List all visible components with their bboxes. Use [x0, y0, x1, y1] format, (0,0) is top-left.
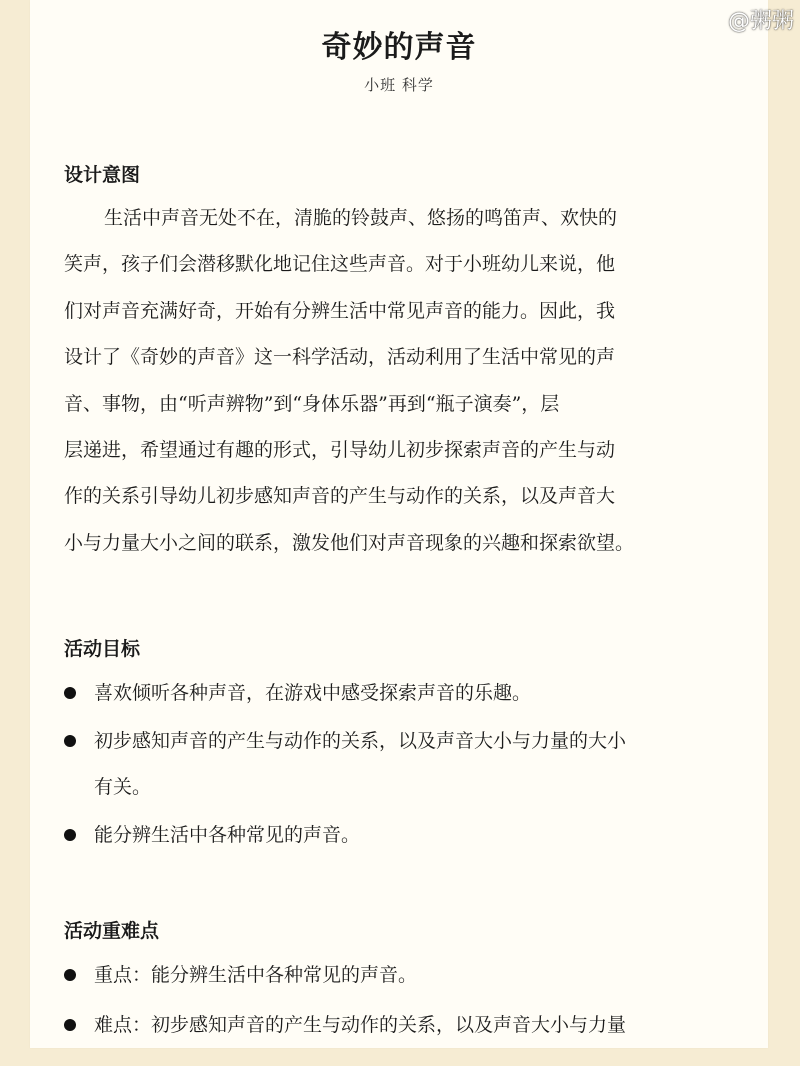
key-points-list — [64, 952, 764, 1048]
watermark-text: @粥粥 — [727, 9, 794, 34]
list-item-text: 难点：初步感知声音的产生与动作的关系，以及声音大小与力量 — [94, 1014, 627, 1036]
paragraph-line: 层递进，希望通过有趣的形式，引导幼儿初步探索声音的产生与动 — [64, 438, 616, 461]
paragraph-line: 作的关系引导幼儿初步感知声音的产生与动作的关系，以及声音大 — [64, 485, 616, 508]
list-item — [64, 718, 764, 810]
paragraph-line: 生活中声音无处不在，清脆的铃鼓声、悠扬的鸣笛声、欢快的 — [104, 207, 618, 229]
list-item-text: 初步感知声音的产生与动作的关系，以及声音大小与力量的大小 — [94, 730, 627, 752]
list-item-text: 喜欢倾听各种声音，在游戏中感受探索声音的乐趣。 — [94, 682, 532, 704]
list-item-text: 有关。 — [94, 776, 152, 798]
list-item-text: 能分辨生活中各种常见的声音。 — [94, 824, 361, 846]
paragraph-line: 小与力量大小之间的联系，激发他们对声音现象的兴趣和探索欲望。 — [64, 531, 635, 554]
paragraph-line: 们对声音充满好奇，开始有分辨生活中常见声音的能力。因此，我 — [64, 299, 616, 322]
list-item — [64, 1002, 764, 1048]
design-intent-heading: 设计意图 — [64, 164, 141, 186]
paragraph-line: 设计了《奇妙的声音》这一科学活动，活动利用了生活中常见的声 — [64, 346, 616, 369]
page-subtitle: 小班 科学 — [364, 76, 434, 94]
activity-goals-heading: 活动目标 — [64, 638, 141, 660]
bullet-dot — [64, 829, 76, 841]
list-item — [64, 670, 764, 716]
bullet-dot — [64, 735, 76, 747]
key-points-heading: 活动重难点 — [64, 920, 160, 942]
bullet-dot — [64, 687, 76, 699]
list-item — [64, 812, 764, 858]
paragraph-line: 音、事物，由“听声辨物”到“身体乐器”再到“瓶子演奏”，层 — [64, 392, 560, 415]
design-intent-paragraph — [64, 195, 754, 566]
document-page — [30, 0, 768, 1048]
list-item — [64, 952, 764, 998]
list-item-text: 重点：能分辨生活中各种常见的声音。 — [94, 964, 418, 986]
page-title: 奇妙的声音 — [321, 30, 477, 65]
bullet-dot — [64, 1019, 76, 1031]
activity-goals-list — [64, 670, 764, 858]
bullet-dot — [64, 969, 76, 981]
paragraph-line: 笑声，孩子们会潜移默化地记住这些声音。对于小班幼儿来说，他 — [64, 253, 616, 276]
